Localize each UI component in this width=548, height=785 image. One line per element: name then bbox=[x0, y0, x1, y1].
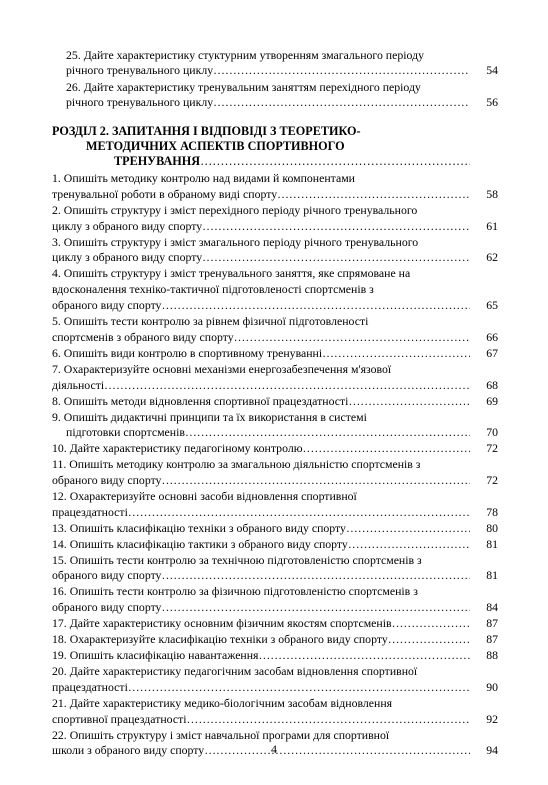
toc-entry bbox=[52, 489, 498, 521]
toc-entry-line bbox=[52, 346, 498, 362]
toc-entry-text: діяльності …………………………………………………………………………………………………………………………………………………………………………… bbox=[52, 378, 470, 393]
toc-entry-text: 9. Опишіть дидактичні принципи та їх використання в системі bbox=[52, 409, 367, 424]
toc-entry-line bbox=[52, 219, 498, 235]
toc-entry-line bbox=[52, 171, 498, 187]
toc-entry-line bbox=[52, 584, 498, 600]
toc-page-number: 87 bbox=[486, 632, 498, 647]
toc-page-number: 69 bbox=[486, 393, 498, 408]
toc-entry bbox=[52, 616, 498, 632]
toc-entry-text: обраного виду спорту …………………………………………………………………………………………………………………………………………………………………………… bbox=[52, 568, 470, 583]
toc-entry-line bbox=[52, 648, 498, 664]
toc-entry bbox=[52, 537, 498, 553]
toc-entry-line bbox=[52, 728, 498, 744]
toc-entry-line bbox=[52, 425, 498, 441]
toc-entry-text: обраного виду спорту …………………………………………………………………………………………………………………………………………………………………………… bbox=[52, 298, 470, 313]
toc-entry-line bbox=[52, 235, 498, 251]
toc-entry-line bbox=[52, 203, 498, 219]
toc-entry-line bbox=[52, 632, 498, 648]
toc-entry-line bbox=[52, 330, 498, 346]
toc-entry bbox=[52, 171, 498, 203]
toc-page-number: 67 bbox=[486, 345, 498, 360]
toc-entry-line bbox=[52, 664, 498, 680]
toc-entry-text: обраного виду спорту …………………………………………………………………………………………………………………………………………………………………………… bbox=[52, 600, 470, 615]
toc-entry bbox=[52, 314, 498, 346]
toc-entry-line bbox=[52, 505, 498, 521]
toc-page-number: 84 bbox=[486, 600, 498, 615]
toc-entry-text: 1. Опишіть методику контролю над видами й компонентами bbox=[52, 171, 355, 185]
toc-entry-line bbox=[52, 298, 498, 314]
toc-entry-line bbox=[52, 187, 498, 203]
toc-entry-text: 19. Опишіть класифікацію навантаження …………………………………………………………………………………………………………………………………………………………………………… bbox=[52, 648, 470, 663]
toc-entry-text: циклу з обраного виду спорту …………………………………………………………………………………………………………………………………………………………………………… bbox=[52, 250, 470, 265]
toc-entry bbox=[52, 457, 498, 489]
toc-entry-text: 12. Охарактеризуйте основні засоби відновлення спортивної bbox=[52, 489, 357, 503]
page-number: 4 bbox=[271, 742, 277, 756]
toc-entry bbox=[52, 394, 498, 410]
toc-page-number: 72 bbox=[486, 441, 498, 456]
toc-entry-text: 7. Охарактеризуйте основні механізми енергозабезпечення м'язової bbox=[52, 361, 392, 376]
toc-entry-line: 25. Дайте характеристику стуктурним утворенням змагального періоду bbox=[66, 48, 424, 62]
toc-entry-text: 17. Дайте характеристику основним фізичним якостям спортсменів …………………………………………………………………………………………………………………………………………………………………………… bbox=[52, 616, 470, 631]
toc-entry bbox=[52, 648, 498, 664]
toc-entry-text: спортсменів з обраного виду спорту …………………………………………………………………………………………………………………………………………………………………………… bbox=[52, 330, 470, 345]
toc-entry-text: річного тренувального циклу …………………………………………………………………………………………………………………………………………………………………………… bbox=[52, 95, 470, 110]
toc-page-number: 80 bbox=[486, 520, 498, 535]
toc-entry-text: 10. Дайте характеристику педагогіному контролю …………………………………………………………………………………………………………………………………………………………………………… bbox=[52, 441, 470, 456]
toc-page-number: 62 bbox=[486, 250, 498, 265]
toc-entry-text: спортивної працездатності …………………………………………………………………………………………………………………………………………………………………………… bbox=[52, 712, 470, 727]
toc-entry-text: підготовки спортсменів …………………………………………………………………………………………………………………………………………………………………………… bbox=[52, 425, 470, 440]
toc-entry-line bbox=[52, 441, 498, 457]
toc-entry-line bbox=[52, 489, 498, 505]
toc-page-number: 90 bbox=[486, 679, 498, 694]
toc-entry-text: 2. Опишіть структуру і зміст перехідного періоду річного тренувального bbox=[52, 202, 418, 217]
toc-entry-text: річного тренувального циклу …………………………………………………………………………………………………………………………………………………………………………… bbox=[52, 63, 470, 78]
toc-entry-line bbox=[52, 553, 498, 569]
toc-page-number: 56 bbox=[486, 95, 498, 109]
toc-page-number: 66 bbox=[486, 329, 498, 344]
toc-entry bbox=[52, 362, 498, 394]
toc-entry-text: 15. Опишіть тести контролю за технічною підготовленістю спортсменів з bbox=[52, 552, 422, 567]
toc-entry-line bbox=[52, 250, 498, 266]
toc-page-number: 94 bbox=[486, 743, 498, 758]
toc-entry-line bbox=[52, 600, 498, 616]
toc-page-number: 65 bbox=[486, 298, 498, 313]
toc-entry bbox=[52, 235, 498, 267]
toc-entry-text: 11. Опишіть методику контролю за змагальною діяльністю спортсменів з bbox=[52, 457, 421, 472]
toc-page-number: 78 bbox=[486, 504, 498, 519]
toc-entry-line bbox=[52, 696, 498, 712]
toc-page-number: 92 bbox=[486, 711, 498, 726]
toc-page-number: 70 bbox=[486, 425, 498, 440]
toc-entry bbox=[52, 632, 498, 648]
toc-entry-text: 5. Опишіть тести контролю за рівнем фізичної підготовленості bbox=[52, 314, 369, 329]
section-heading bbox=[52, 124, 498, 169]
toc-entry-text: 14. Опишіть класифікацію тактики з обраного виду спорту …………………………………………………………………………………………………………………………………………………………………………… bbox=[52, 537, 470, 552]
toc-page-number: 61 bbox=[486, 218, 498, 233]
toc-entry-line bbox=[52, 95, 498, 110]
toc-entry bbox=[52, 203, 498, 235]
toc-entry-line bbox=[52, 568, 498, 584]
toc-page-number: 81 bbox=[486, 568, 498, 583]
toc-entry-line bbox=[52, 616, 498, 632]
toc-entry-line bbox=[52, 457, 498, 473]
toc-page-number: 81 bbox=[486, 536, 498, 551]
toc-entry-line bbox=[52, 63, 498, 78]
toc-entry-text: 18. Охарактеризуйте класифікацію техніки з обраного виду спорту …………………………………………………………………………………………………………………………………………………………………………… bbox=[52, 632, 470, 647]
toc-entry-line bbox=[52, 282, 498, 298]
toc-entry-25 bbox=[52, 48, 498, 78]
toc-entry-text: обраного виду спорту …………………………………………………………………………………………………………………………………………………………………………… bbox=[52, 473, 470, 488]
toc-entry-text: тренувальної роботи в обраному виді спорту …………………………………………………………………………………………………………………………………………………………………………… bbox=[52, 187, 470, 202]
toc-page-number: 68 bbox=[486, 377, 498, 392]
toc-entry bbox=[52, 664, 498, 696]
toc-page-number: 72 bbox=[486, 473, 498, 488]
toc-entry-line bbox=[52, 712, 498, 728]
toc-entry-text: 21. Дайте характеристику медико-біологічним засобам відновлення bbox=[52, 695, 393, 710]
toc-entry bbox=[52, 521, 498, 537]
toc-entry-text: 20. Дайте характеристику педагогічним засобам відновлення спортивної bbox=[52, 663, 418, 678]
toc-page-number: 54 bbox=[486, 63, 498, 77]
toc-entry-line bbox=[52, 394, 498, 410]
toc-entry-line: 26. Дайте характеристику тренувальним заняттям перехідного періоду bbox=[66, 80, 421, 94]
toc-entry-line bbox=[52, 410, 498, 426]
toc-entry-26 bbox=[52, 80, 498, 110]
toc-entry-text: циклу з обраного виду спорту …………………………………………………………………………………………………………………………………………………………………………… bbox=[52, 219, 470, 234]
toc-entry bbox=[52, 553, 498, 585]
toc-entry-text: 4. Опишіть структуру і зміст тренувального заняття, яке спрямоване на bbox=[52, 266, 411, 281]
section-heading-line: МЕТОДИЧНИХ АСПЕКТІВ СПОРТИВНОГО bbox=[86, 139, 345, 153]
toc-entry-line bbox=[52, 473, 498, 489]
toc-entry bbox=[52, 266, 498, 314]
toc-entry-text: 8. Опишіть методи відновлення спортивної працездатності …………………………………………………………………………………………………………………………………………………………………………… bbox=[52, 394, 470, 409]
toc-entry-text: 3. Опишіть структуру і зміст змагального періоду річного тренувального bbox=[52, 234, 419, 249]
toc-entry-text: вдосконалення техніко-тактичної підготовленості спортсменів з bbox=[52, 282, 374, 297]
toc-entry-line bbox=[52, 537, 498, 553]
toc-entry-text: працездатності …………………………………………………………………………………………………………………………………………………………………………… bbox=[52, 505, 470, 520]
toc-page-number: 87 bbox=[486, 616, 498, 631]
toc-entry bbox=[52, 346, 498, 362]
toc-entry bbox=[52, 441, 498, 457]
toc-page-number: 88 bbox=[486, 648, 498, 662]
toc-entry-line bbox=[52, 378, 498, 394]
toc-entry-text: 6. Опишіть види контролю в спортивному тренуванні …………………………………………………………………………………………………………………………………………………………………………… bbox=[52, 346, 470, 361]
toc-entry-text: працездатності …………………………………………………………………………………………………………………………………………………………………………… bbox=[52, 680, 470, 695]
toc-entry-line bbox=[52, 314, 498, 330]
toc-entry bbox=[52, 410, 498, 442]
section-heading-line: РОЗДІЛ 2. ЗАПИТАННЯ І ВІДПОВІДІ З ТЕОРЕТИКО- bbox=[52, 124, 361, 138]
toc-entry-line bbox=[52, 266, 498, 282]
section-heading-line: ТРЕНУВАННЯ …………………………………………………………………………………… bbox=[52, 154, 498, 169]
toc-entry-text: 13. Опишіть класифікацію техніки з обраного виду спорту …………………………………………………………………………………………………………………………………………………………………………… bbox=[52, 521, 470, 536]
toc-entry-text: школи з обраного виду спорту …………………………………………………………………………………………………………………………………………………………………………… bbox=[52, 743, 470, 758]
toc-entry-line bbox=[52, 680, 498, 696]
toc-entry-line bbox=[52, 362, 498, 378]
toc-entry-text: 22. Опишіть структуру і зміст навчальної програми для спортивної bbox=[52, 727, 390, 742]
toc-page-number: 58 bbox=[486, 186, 498, 201]
toc-entry-line bbox=[52, 521, 498, 537]
toc-entry bbox=[52, 584, 498, 616]
toc-entry-text: 16. Опишіть тести контролю за фізичною підготовленістю спортсменів з bbox=[52, 584, 418, 599]
toc-entry bbox=[52, 696, 498, 728]
